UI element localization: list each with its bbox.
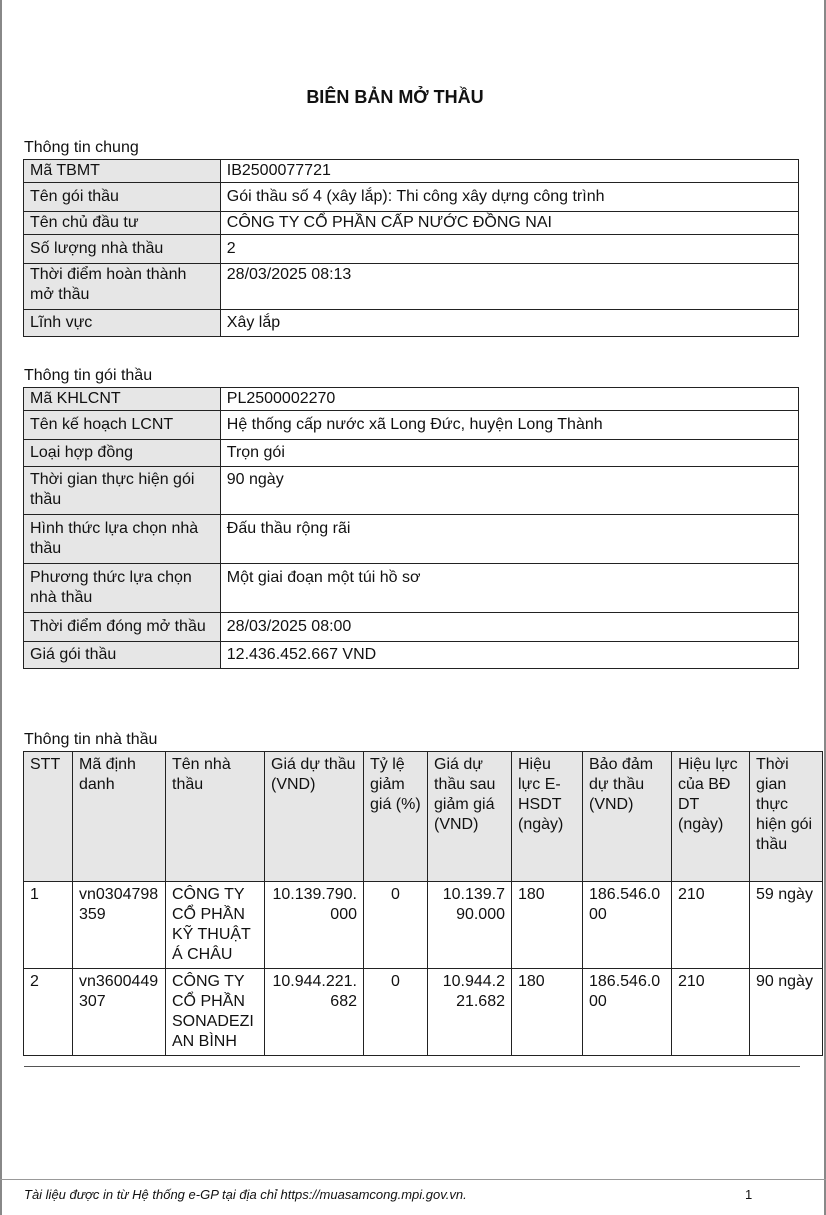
column-header-id: Mã định danh — [73, 752, 166, 882]
row-label: Mã KHLCNT — [24, 388, 221, 411]
row-value: 12.436.452.667 VND — [220, 642, 798, 669]
row-label: Tên gói thầu — [24, 183, 221, 212]
table-row — [24, 411, 799, 440]
table-header-row — [24, 752, 823, 882]
document-title: BIÊN BẢN MỞ THẦU — [306, 87, 484, 107]
row-value: IB2500077721 — [220, 160, 798, 183]
column-header-guarantee-validity: Hiệu lực của BĐ DT (ngày) — [672, 752, 750, 882]
column-header-after-discount: Giá dự thầu sau giảm giá (VND) — [428, 752, 512, 882]
table-row — [24, 212, 799, 235]
cell-guarantee-validity: 210 — [672, 882, 750, 969]
row-value: 2 — [220, 235, 798, 264]
row-value: PL2500002270 — [220, 388, 798, 411]
cell-duration: 59 ngày — [750, 882, 823, 969]
package-info-heading: Thông tin gói thầu — [24, 367, 153, 384]
row-value: Xây lắp — [220, 310, 798, 337]
table-row — [24, 613, 799, 642]
table-row — [24, 183, 799, 212]
cell-validity: 180 — [512, 969, 583, 1056]
cell-duration: 90 ngày — [750, 969, 823, 1056]
row-label: Số lượng nhà thầu — [24, 235, 221, 264]
cell-name: CÔNG TY CỔ PHẦN KỸ THUẬT Á CHÂU — [166, 882, 265, 969]
table-row — [24, 642, 799, 669]
column-header-duration: Thời gian thực hiện gói thầu — [750, 752, 823, 882]
table-row — [24, 467, 799, 515]
row-value: CÔNG TY CỔ PHẦN CẤP NƯỚC ĐỒNG NAI — [220, 212, 798, 235]
column-header-discount: Tỷ lệ giảm giá (%) — [364, 752, 428, 882]
table-row — [24, 440, 799, 467]
cell-validity: 180 — [512, 882, 583, 969]
cell-guarantee: 186.546.000 — [583, 969, 672, 1056]
cell-after-discount: 10.139.790.000 — [428, 882, 512, 969]
row-label: Lĩnh vực — [24, 310, 221, 337]
row-label: Thời gian thực hiện gói thầu — [24, 467, 221, 515]
row-value: 90 ngày — [220, 467, 798, 515]
row-label: Thời điểm hoàn thành mở thầu — [24, 264, 221, 310]
row-label: Thời điểm đóng mở thầu — [24, 613, 221, 642]
column-header-price: Giá dự thầu (VND) — [265, 752, 364, 882]
row-value: Đấu thầu rộng rãi — [220, 515, 798, 564]
cell-stt: 2 — [24, 969, 73, 1056]
column-header-guarantee: Bảo đảm dự thầu (VND) — [583, 752, 672, 882]
cell-guarantee: 186.546.000 — [583, 882, 672, 969]
row-label: Giá gói thầu — [24, 642, 221, 669]
table-row — [24, 515, 799, 564]
row-value: Gói thầu số 4 (xây lắp): Thi công xây dựng công trình — [220, 183, 798, 212]
cell-name: CÔNG TY CỔ PHẦN SONADEZI AN BÌNH — [166, 969, 265, 1056]
page-left-edge — [0, 0, 2, 1215]
row-label: Mã TBMT — [24, 160, 221, 183]
row-label: Tên chủ đầu tư — [24, 212, 221, 235]
cell-guarantee-validity: 210 — [672, 969, 750, 1056]
table-row — [24, 882, 823, 969]
row-label: Loại hợp đồng — [24, 440, 221, 467]
bidder-table — [23, 751, 823, 1056]
table-row — [24, 264, 799, 310]
column-header-validity: Hiệu lực E-HSDT (ngày) — [512, 752, 583, 882]
table-row — [24, 388, 799, 411]
column-header-stt: STT — [24, 752, 73, 882]
row-value: 28/03/2025 08:00 — [220, 613, 798, 642]
cell-after-discount: 10.944.221.682 — [428, 969, 512, 1056]
table-row — [24, 160, 799, 183]
row-value: Một giai đoạn một túi hồ sơ — [220, 564, 798, 613]
footer-note: Tài liệu được in từ Hệ thống e-GP tại địa chỉ https://muasamcong.mpi.gov.vn. — [24, 1187, 467, 1202]
row-label: Phương thức lựa chọn nhà thầu — [24, 564, 221, 613]
table-row — [24, 310, 799, 337]
column-header-name: Tên nhà thầu — [166, 752, 265, 882]
cell-stt: 1 — [24, 882, 73, 969]
table-row — [24, 564, 799, 613]
cell-id: vn3600449307 — [73, 969, 166, 1056]
page-number: 1 — [745, 1187, 753, 1202]
cell-price: 10.944.221.682 — [265, 969, 364, 1056]
general-info-table — [23, 159, 799, 337]
cell-discount: 0 — [364, 882, 428, 969]
package-info-table — [23, 387, 799, 669]
row-value: Trọn gói — [220, 440, 798, 467]
table-row — [24, 969, 823, 1056]
bidder-info-heading: Thông tin nhà thầu — [24, 731, 158, 748]
section-divider — [24, 1066, 800, 1067]
cell-id: vn0304798359 — [73, 882, 166, 969]
row-value: 28/03/2025 08:13 — [220, 264, 798, 310]
table-row — [24, 235, 799, 264]
cell-price: 10.139.790.000 — [265, 882, 364, 969]
row-label: Tên kế hoạch LCNT — [24, 411, 221, 440]
cell-discount: 0 — [364, 969, 428, 1056]
row-label: Hình thức lựa chọn nhà thầu — [24, 515, 221, 564]
row-value: Hệ thống cấp nước xã Long Đức, huyện Long Thành — [220, 411, 798, 440]
general-info-heading: Thông tin chung — [24, 139, 139, 156]
footer-divider — [0, 1179, 826, 1180]
